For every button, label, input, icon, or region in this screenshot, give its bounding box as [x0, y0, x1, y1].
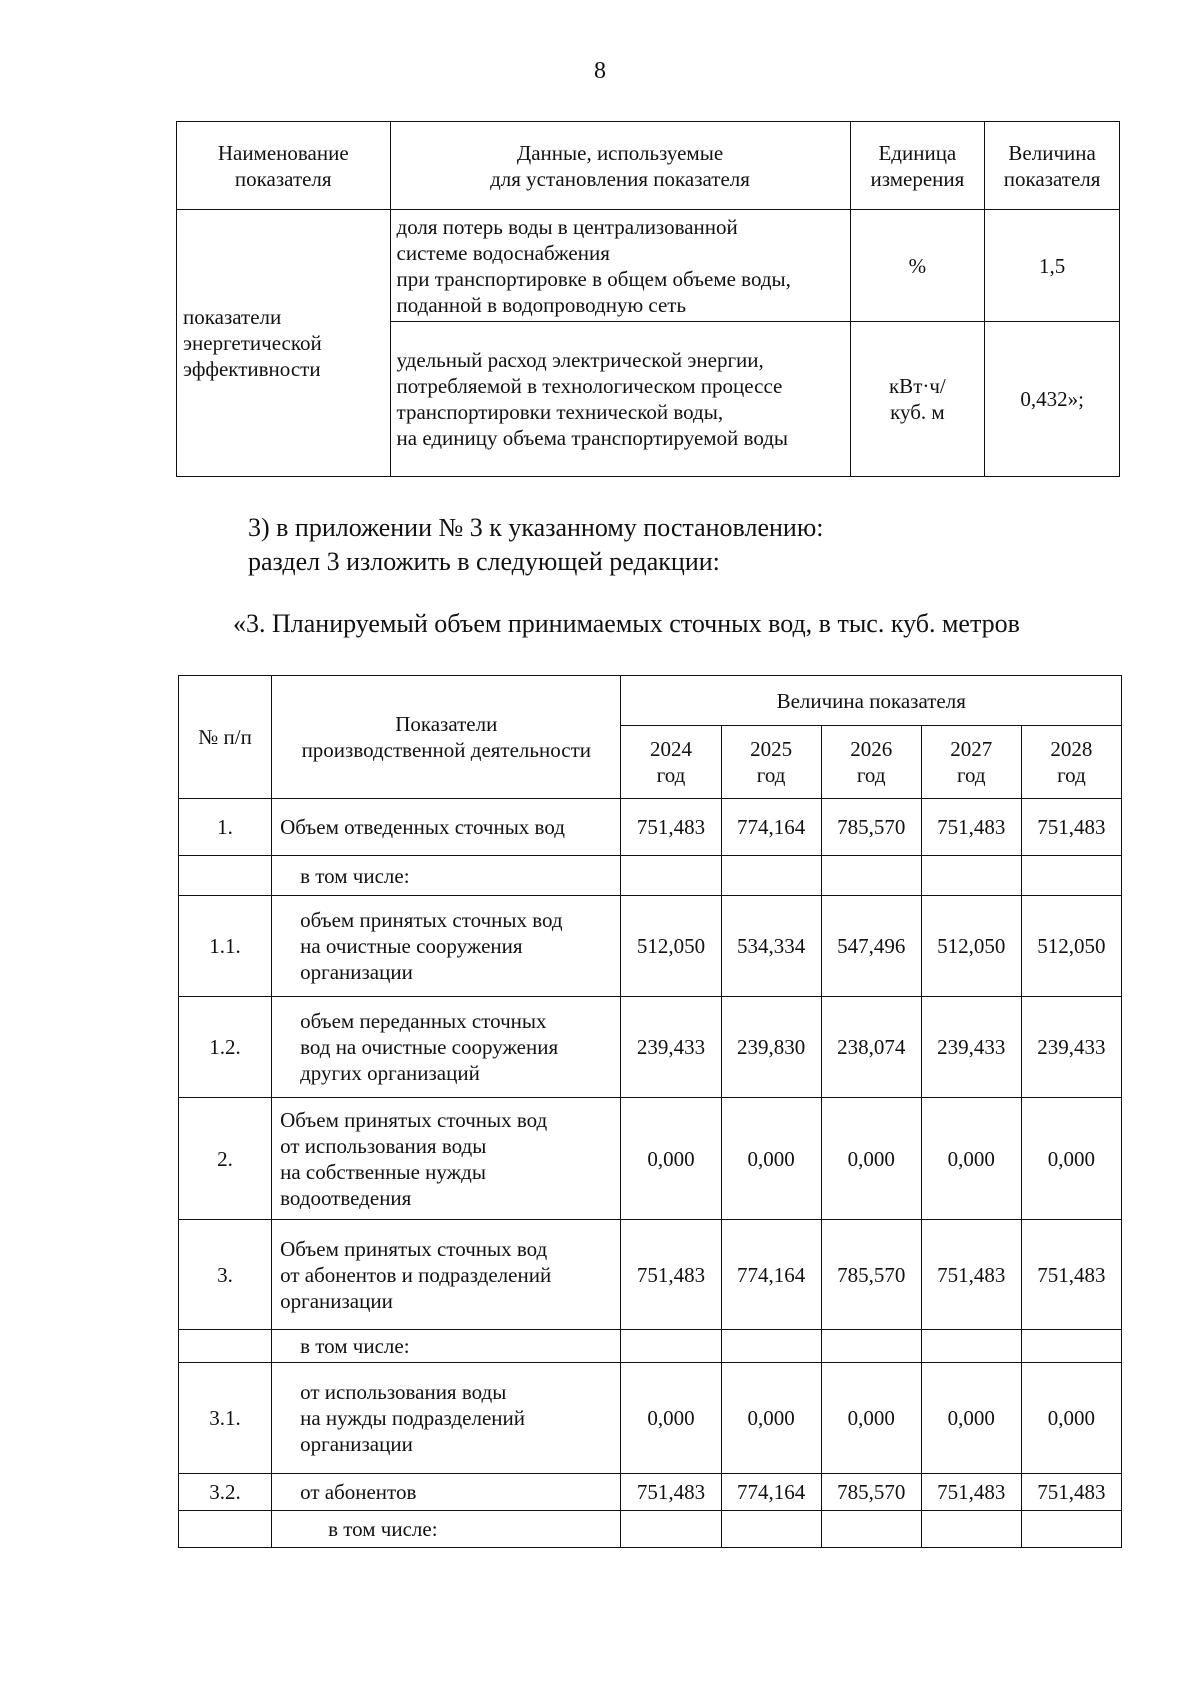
value-cell: 0,000 — [821, 1098, 921, 1220]
table-row — [179, 799, 1122, 856]
value-cell: 751,483 — [621, 1220, 721, 1330]
table-row — [179, 1330, 1122, 1363]
table-row — [179, 1098, 1122, 1220]
indicator-cell: объем переданных сточных вод на очистные сооружения других организаций — [272, 997, 621, 1098]
value-cell: 0,000 — [921, 1363, 1021, 1474]
row-number — [179, 1330, 272, 1363]
section-title: «3. Планируемый объем принимаемых сточных вод, в тыс. куб. метров — [233, 609, 1020, 638]
value-cell: 547,496 — [821, 896, 921, 997]
header-year: 2027 год — [921, 726, 1021, 799]
row-number: 1. — [179, 799, 272, 856]
value-cell — [1021, 1511, 1121, 1548]
value-cell — [1021, 856, 1121, 896]
page-number: 8 — [594, 58, 606, 84]
indicator-cell: объем принятых сточных вод на очистные сооружения организации — [272, 896, 621, 997]
value-cell: 512,050 — [621, 896, 721, 997]
value-cell: 534,334 — [721, 896, 821, 997]
header-value: Величина показателя — [985, 122, 1120, 210]
indicator-cell: Объем принятых сточных вод от абонентов и подразделений организации — [272, 1220, 621, 1330]
value-cell: 751,483 — [1021, 1474, 1121, 1511]
value-cell — [921, 856, 1021, 896]
value-cell: 751,483 — [621, 1474, 721, 1511]
value-cell: 0,000 — [721, 1098, 821, 1220]
indicator-cell: в том числе: — [272, 856, 621, 896]
row-number: 3.1. — [179, 1363, 272, 1474]
header-year: 2028 год — [1021, 726, 1121, 799]
indicator-cell: Объем принятых сточных вод от использования воды на собственные нужды водоотведения — [272, 1098, 621, 1220]
value-cell: 774,164 — [721, 1220, 821, 1330]
value-cell — [821, 1511, 921, 1548]
value-cell: 0,000 — [921, 1098, 1021, 1220]
table-row — [179, 1511, 1122, 1548]
value-cell: 239,433 — [1021, 997, 1121, 1098]
indicator-name-cell: показатели энергетической эффективности — [177, 210, 391, 477]
unit-cell: кВт·ч/ куб. м — [850, 322, 985, 477]
table-row — [179, 1363, 1122, 1474]
row-number — [179, 856, 272, 896]
value-cell: 751,483 — [1021, 799, 1121, 856]
header-unit: Единица измерения — [850, 122, 985, 210]
indicator-cell: в том числе: — [272, 1511, 621, 1548]
table-row — [179, 1474, 1122, 1511]
data-cell: удельный расход электрической энергии, потребляемой в технологическом процессе транспортировки технической воды, на единицу объема транспортируемой воды — [390, 322, 850, 477]
row-number: 3.2. — [179, 1474, 272, 1511]
value-cell: 0,432»; — [985, 322, 1120, 477]
value-cell — [721, 1330, 821, 1363]
header-indicators: Показатели производственной деятельности — [272, 676, 621, 799]
indicator-cell: от абонентов — [272, 1474, 621, 1511]
value-cell — [621, 856, 721, 896]
value-cell: 751,483 — [921, 1220, 1021, 1330]
value-cell — [1021, 1330, 1121, 1363]
header-year: 2026 год — [821, 726, 921, 799]
indicator-cell: в том числе: — [272, 1330, 621, 1363]
row-number: 2. — [179, 1098, 272, 1220]
value-cell — [621, 1330, 721, 1363]
value-cell — [621, 1511, 721, 1548]
indicator-cell: от использования воды на нужды подразделений организации — [272, 1363, 621, 1474]
table-row — [179, 1220, 1122, 1330]
value-cell: 512,050 — [1021, 896, 1121, 997]
value-cell — [721, 1511, 821, 1548]
value-cell: 751,483 — [921, 1474, 1021, 1511]
value-cell — [821, 856, 921, 896]
value-cell: 239,433 — [921, 997, 1021, 1098]
table-row — [179, 997, 1122, 1098]
value-cell: 1,5 — [985, 210, 1120, 322]
value-cell: 751,483 — [621, 799, 721, 856]
table-row — [179, 896, 1122, 997]
indicator-cell: Объем отведенных сточных вод — [272, 799, 621, 856]
value-cell — [821, 1330, 921, 1363]
row-number: 1.2. — [179, 997, 272, 1098]
data-cell: доля потерь воды в централизованной системе водоснабжения при транспортировке в общем объеме воды, поданной в водопроводную сеть — [390, 210, 850, 322]
row-number — [179, 1511, 272, 1548]
unit-cell: % — [850, 210, 985, 322]
energy-efficiency-table — [176, 121, 1120, 477]
value-cell: 512,050 — [921, 896, 1021, 997]
header-year: 2024 год — [621, 726, 721, 799]
table-row — [179, 856, 1122, 896]
header-row-number: № п/п — [179, 676, 272, 799]
header-year: 2025 год — [721, 726, 821, 799]
value-cell: 239,433 — [621, 997, 721, 1098]
header-indicator-name: Наименование показателя — [177, 122, 391, 210]
value-cell: 0,000 — [621, 1098, 721, 1220]
value-cell: 785,570 — [821, 799, 921, 856]
value-cell: 774,164 — [721, 799, 821, 856]
value-cell: 751,483 — [1021, 1220, 1121, 1330]
value-cell: 0,000 — [621, 1363, 721, 1474]
paragraph-amendment: 3) в приложении № 3 к указанному постановлению: — [248, 513, 824, 542]
value-cell: 785,570 — [821, 1220, 921, 1330]
value-cell — [921, 1330, 1021, 1363]
value-cell: 0,000 — [1021, 1098, 1121, 1220]
value-cell: 751,483 — [921, 799, 1021, 856]
value-cell: 238,074 — [821, 997, 921, 1098]
paragraph-section: раздел 3 изложить в следующей редакции: — [248, 547, 720, 576]
header-data-used: Данные, используемые для установления показателя — [390, 122, 850, 210]
header-value-group: Величина показателя — [621, 676, 1122, 726]
row-number: 3. — [179, 1220, 272, 1330]
value-cell — [721, 856, 821, 896]
value-cell — [921, 1511, 1021, 1548]
value-cell: 774,164 — [721, 1474, 821, 1511]
value-cell: 0,000 — [821, 1363, 921, 1474]
value-cell: 239,830 — [721, 997, 821, 1098]
value-cell: 0,000 — [721, 1363, 821, 1474]
value-cell: 0,000 — [1021, 1363, 1121, 1474]
value-cell: 785,570 — [821, 1474, 921, 1511]
wastewater-volume-table — [178, 675, 1122, 1548]
row-number: 1.1. — [179, 896, 272, 997]
